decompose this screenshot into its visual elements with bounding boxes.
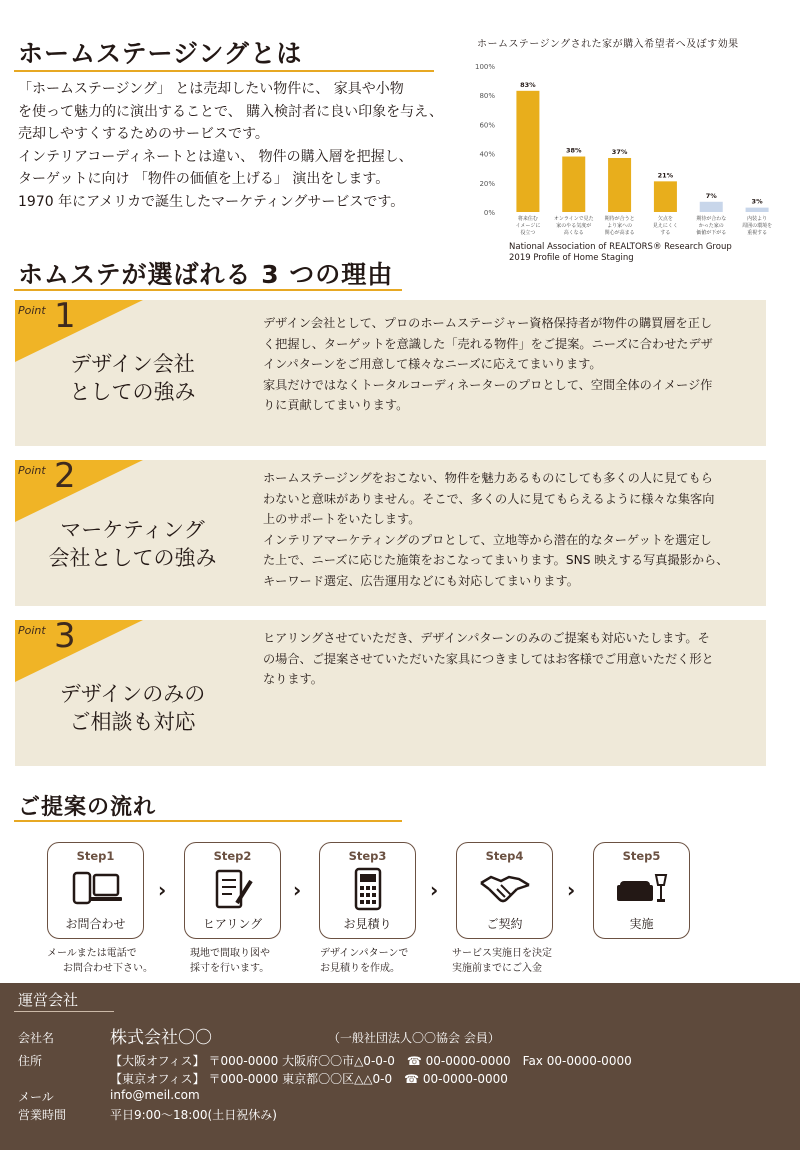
x-tick-label: 価値が下がる — [696, 230, 727, 236]
point-number: 2 — [54, 456, 76, 496]
y-tick-label: 20% — [479, 179, 495, 188]
point-body-line: インテリアマーケティングのプロとして、立地等から潜在的なターゲットを選定し — [263, 532, 712, 547]
intro-title-underline — [14, 70, 434, 72]
handshake-icon — [479, 867, 531, 911]
point-heading-line: マーケティング — [60, 518, 205, 542]
x-tick-label: 周囲の環境を — [742, 223, 773, 229]
step-desc-1 — [47, 946, 153, 976]
point-body-line: なります。 — [263, 672, 323, 686]
x-tick-label: 内装より — [747, 216, 768, 222]
point-heading-line: デザイン会社 — [70, 352, 195, 376]
step-desc-line: 実施前までにご入金 — [452, 963, 542, 974]
step-desc-line: サービス実施日を決定 — [452, 948, 552, 959]
point-body-line: ヒアリングさせていただき、デザインパターンのみのご提案も対応いたします。そ — [263, 631, 710, 645]
company-footer — [0, 983, 800, 1150]
chart-bar — [608, 158, 631, 212]
address-label: 住所 — [18, 1054, 43, 1068]
point-heading — [15, 350, 250, 406]
point-heading — [15, 516, 250, 572]
footer-title-underline — [14, 1011, 114, 1012]
x-tick-label: 見えにくく — [652, 223, 678, 229]
point-body-line: 上のサポートをいたします。 — [263, 512, 421, 526]
point-card-2 — [15, 456, 766, 606]
chart-bar — [562, 157, 585, 212]
flow-title-underline — [14, 820, 402, 822]
x-tick-label: 欠点を — [657, 216, 673, 222]
bar-value-label: 3% — [751, 197, 763, 206]
step-card-5 — [593, 842, 690, 939]
step-arrow: › — [158, 878, 167, 902]
step-desc-line: メールまたは電話で — [47, 948, 137, 959]
step-desc-line: お問合わせ下さい。 — [63, 963, 153, 974]
point-body-line: デザイン会社として、プロのホームステージャー資格保持者が物件の購買層を正し — [263, 316, 713, 330]
intro-line: 「ホームステージング」 とは売却したい物件に、 家具や小物 — [18, 81, 404, 97]
step-label: Step5 — [622, 849, 661, 863]
step-label: Step3 — [348, 849, 387, 863]
address-tokyo: 【東京オフィス】 〒000-0000 東京都〇〇区△△0-0 ☎ 00-0000-0000 — [110, 1072, 508, 1086]
intro-line: インテリアコーディネートとは違い、 物件の購入層を把握し、 — [18, 148, 413, 165]
step-desc-line: デザインパターンで — [320, 948, 409, 959]
point-body — [263, 313, 758, 416]
y-tick-label: 100% — [474, 63, 495, 71]
x-tick-label: 関心が高まる — [604, 230, 635, 236]
bar-value-label: 37% — [611, 147, 628, 156]
footer-title: 運営会社 — [18, 991, 79, 1009]
x-tick-label: 家のやる気度が — [556, 223, 592, 229]
point-card-1 — [15, 296, 766, 446]
point-heading-line: デザインのみの — [59, 682, 206, 706]
step-label: Step2 — [213, 849, 252, 863]
bar-value-label: 7% — [705, 191, 717, 200]
intro-line: を使って魅力的に演出することで、 購入検討者に良い印象を与え、 — [18, 103, 444, 120]
x-tick-label: 高くなる — [563, 230, 584, 236]
intro-line: ターゲットに向け 「物件の価値を上げる」 演出をします。 — [18, 171, 390, 187]
x-tick-label: イメージに — [515, 223, 541, 229]
company-name: 株式会社〇〇 — [110, 1028, 212, 1048]
y-tick-label: 60% — [479, 121, 495, 130]
point-tag: Point — [18, 304, 46, 317]
step-desc-line: 現地で間取り図や — [190, 948, 270, 959]
step-name: お問合わせ — [65, 917, 126, 931]
effects-chart — [465, 30, 785, 270]
chart-bar — [654, 181, 677, 212]
point-body-line: 家具だけではなくトータルコーディネーターのプロとして、空間全体のイメージ作 — [263, 377, 713, 392]
point-body-line: く把握し、ターゲットを意識した「売れる物件」をご提案。ニーズに合わせたデザ — [263, 336, 713, 351]
email-link[interactable]: info@meil.com — [110, 1088, 200, 1102]
devices-icon — [70, 867, 122, 911]
sofa-lamp-icon — [616, 867, 668, 911]
point-heading-line: ご相談も対応 — [69, 710, 196, 734]
point-body — [263, 628, 758, 690]
chart-bar — [516, 91, 539, 212]
y-tick-label: 40% — [479, 150, 495, 159]
point-body-line: ホームステージングをおこない、物件を魅力あるものにしても多くの人に見てもら — [263, 471, 713, 485]
x-tick-label: 期待が合うと — [604, 216, 635, 222]
step-desc-line: お見積りを作成。 — [320, 963, 400, 974]
chart-bar — [746, 208, 769, 212]
step-name: ヒアリング — [202, 917, 263, 931]
x-tick-label: かった家の — [698, 223, 724, 229]
y-tick-label: 0% — [483, 209, 495, 217]
point-number: 3 — [54, 616, 76, 656]
step-desc-3 — [320, 946, 408, 976]
email-label: メール — [18, 1090, 54, 1104]
point-card-3 — [15, 616, 766, 766]
intro-title: ホームステージングとは — [18, 39, 303, 68]
point-body-line: りに貢献してまいります。 — [263, 398, 409, 412]
point-body-line: わないと意味がありません。そこで、多くの人に見てもらえるように様々な集客向 — [263, 491, 715, 506]
reasons-title-underline — [14, 289, 402, 291]
intro-line: 売却しやすくするためのサービスです。 — [18, 126, 269, 142]
point-heading-line: としての強み — [69, 380, 196, 404]
point-number: 1 — [54, 296, 76, 336]
step-arrow: › — [430, 878, 439, 902]
x-tick-label: する — [660, 230, 671, 236]
bar-value-label: 83% — [520, 80, 536, 89]
chart-source — [509, 242, 732, 264]
step-card-1 — [47, 842, 144, 939]
x-tick-label: より家への — [607, 223, 633, 229]
point-body-line: キーワード選定、広告運用などにも対応してまいります。 — [263, 573, 579, 588]
chart-source-line: National Association of REALTORS® Research Group — [509, 242, 732, 252]
intro-line: 1970 年にアメリカで誕生したマーケティングサービスです。 — [18, 193, 405, 210]
step-label: Step1 — [76, 849, 115, 863]
step-desc-line: 採寸を行います。 — [190, 963, 270, 974]
checklist-pen-icon — [207, 867, 259, 911]
bar-value-label: 21% — [657, 171, 674, 180]
hours-label: 営業時間 — [18, 1108, 67, 1122]
chart-source-line: 2019 Profile of Home Staging — [509, 253, 634, 263]
step-desc-4 — [452, 946, 552, 976]
y-tick-label: 80% — [479, 92, 495, 101]
point-body — [263, 468, 758, 591]
business-hours: 平日9:00～18:00(土日祝休み) — [110, 1108, 277, 1122]
point-heading-line: 会社としての強み — [48, 546, 217, 570]
step-label: Step4 — [485, 849, 524, 863]
step-name: ご契約 — [486, 917, 523, 931]
company-name-label: 会社名 — [18, 1031, 55, 1045]
bar-value-label: 38% — [565, 146, 582, 155]
step-name: 実施 — [629, 917, 654, 931]
x-tick-label: 将来住む — [517, 216, 538, 222]
point-tag: Point — [18, 624, 46, 637]
step-arrow: › — [293, 878, 302, 902]
point-heading — [15, 680, 250, 736]
x-tick-label: 期待が合わな — [696, 216, 727, 222]
company-membership: （一般社団法人〇〇協会 会員） — [328, 1031, 500, 1045]
step-desc-2 — [190, 946, 270, 976]
step-card-4 — [456, 842, 553, 939]
reasons-title: ホムステが選ばれる 3 つの理由 — [18, 260, 394, 289]
step-card-2 — [184, 842, 281, 939]
point-body-line: の場合、ご提案させていただいた家具につきましてはお客様でご用意いただく形と — [263, 651, 714, 666]
step-arrow: › — [567, 878, 576, 902]
step-name: お見積り — [343, 917, 392, 931]
chart-bar — [700, 202, 723, 212]
calculator-icon — [342, 867, 394, 911]
address-osaka: 【大阪オフィス】 〒000-0000 大阪府〇〇市△0-0-0 ☎ 00-0000-0000 Fax 00-0000-0000 — [110, 1054, 632, 1068]
x-tick-label: オンラインで見た — [553, 216, 594, 222]
point-tag: Point — [18, 464, 46, 477]
chart-plot — [465, 52, 785, 242]
flow-title: ご提案の流れ — [18, 795, 157, 820]
chart-title: ホームステージングされた家が購入希望者へ及ぼす効果 — [477, 39, 739, 50]
x-tick-label: 役立つ — [520, 230, 536, 236]
point-body-line: インパターンをご用意して様々なニーズに応えてまいります。 — [263, 357, 602, 371]
step-card-3 — [319, 842, 416, 939]
intro-text — [18, 78, 448, 213]
x-tick-label: 重視する — [747, 230, 768, 236]
point-body-line: た上で、ニーズに応じた施策をおこなってまいります。SNS 映えする写真撮影から、 — [263, 553, 729, 567]
